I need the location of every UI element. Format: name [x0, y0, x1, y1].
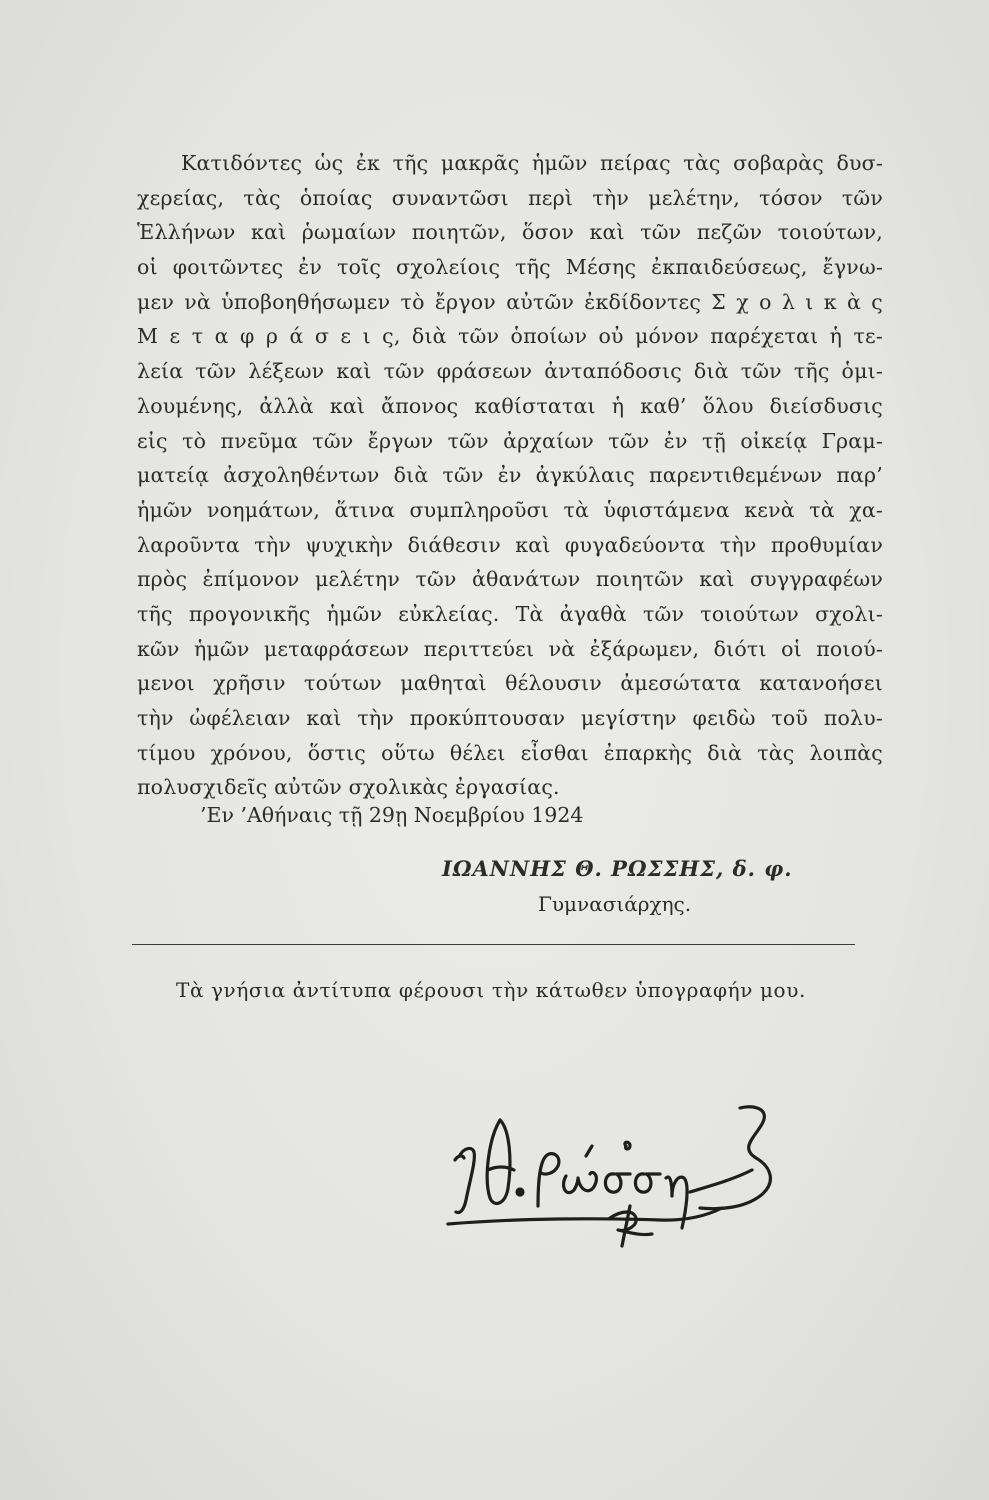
- text-line: ἡμῶν νοημάτων, ἅτινα συμπληροῦσι τὰ ὑφιστάμενα κενὰ τὰ χα-: [137, 497, 883, 522]
- signer-title: Γυμνασιάρχης.: [538, 892, 692, 916]
- date-line: ’Εν ’Αθήναις τῇ 29ῃ Νοεμβρίου 1924: [200, 803, 584, 827]
- preface-text: [137, 146, 883, 805]
- text-line: οἱ φοιτῶντες ἐν τοῖς σχολείοις τῆς Μέσης ἐκπαιδεύσεως, ἔγνω-: [137, 255, 883, 280]
- text-line: Κατιδόντες ὡς ἐκ τῆς μακρᾶς ἡμῶν πείρας τὰς σοβαρὰς δυσ-: [181, 151, 883, 175]
- text-line: μενοι χρῆσιν τούτων μαθηταὶ θέλουσιν ἀμεσώτατα κατανοήσει: [137, 671, 883, 696]
- signer-name: ΙΩΑΝΝΗΣ Θ. ΡΩΣΣΗΣ, δ. φ.: [442, 856, 793, 881]
- text-line: τῆς προγονικῆς ἡμῶν εὐκλείας. Τὰ ἀγαθὰ τῶν τοιούτων σχολι-: [137, 601, 883, 626]
- text-line: τὴν ὠφέλειαν καὶ τὴν προκύπτουσαν μεγίστην φειδὼ τοῦ πολυ-: [137, 706, 883, 730]
- text-line: λεία τῶν λέξεων καὶ τῶν φράσεων ἀνταπόδοσις διὰ τῶν τῆς ὁμι-: [137, 359, 883, 384]
- authenticity-notice: Τὰ γνήσια ἀντίτυπα φέρουσι τὴν κάτωθεν ὑπογραφήν μου.: [176, 978, 806, 1002]
- text-line: πολυσχιδεῖς αὐτῶν σχολικὰς ἐργασίας.: [137, 775, 560, 800]
- text-line: μεν νὰ ὑποβοηθήσωμεν τὸ ἔργον αὐτῶν ἐκδίδοντες Σ χ ο λ ι κ ὰ ς: [137, 289, 883, 314]
- text-line: χερείας, τὰς ὁποίας συναντῶσι περὶ τὴν μελέτην, τόσον τῶν: [137, 185, 883, 210]
- text-line: εἰς τὸ πνεῦμα τῶν ἔργων τῶν ἀρχαίων τῶν ἐν τῇ οἰκείᾳ Γραμ-: [137, 428, 883, 453]
- text-line: Ἑλλήνων καὶ ῥωμαίων ποιητῶν, ὅσον καὶ τῶν πεζῶν τοιούτων,: [137, 220, 883, 245]
- text-line: Μ ε τ α φ ρ ά σ ε ι ς, διὰ τῶν ὁποίων οὐ μόνον παρέχεται ἡ τε-: [137, 324, 883, 349]
- text-line: ματείᾳ ἀσχοληθέντων διὰ τῶν ἐν ἀγκύλαις παρεντιθεμένων παρ’: [137, 463, 883, 488]
- divider: [132, 944, 855, 945]
- text-line: τίμου χρόνου, ὅστις οὕτω θέλει εἶσθαι ἐπαρκὴς διὰ τὰς λοιπὰς: [137, 740, 883, 765]
- text-line: πρὸς ἐπίμονον μελέτην τῶν ἀθανάτων ποιητῶν καὶ συγγραφέων: [137, 567, 883, 592]
- text-line: λαροῦντα τὴν ψυχικὴν διάθεσιν καὶ φυγαδεύοντα τὴν προθυμίαν: [137, 532, 883, 557]
- text-line: κῶν ἡμῶν μεταφράσεων περιττεύει νὰ ἐξάρωμεν, διότι οἱ ποιού-: [137, 636, 883, 661]
- text-line: λουμένης, ἀλλὰ καὶ ἄπονος καθίσταται ἡ καθ’ ὅλου διείσδυσις: [137, 393, 883, 418]
- handwritten-signature: [360, 1100, 820, 1250]
